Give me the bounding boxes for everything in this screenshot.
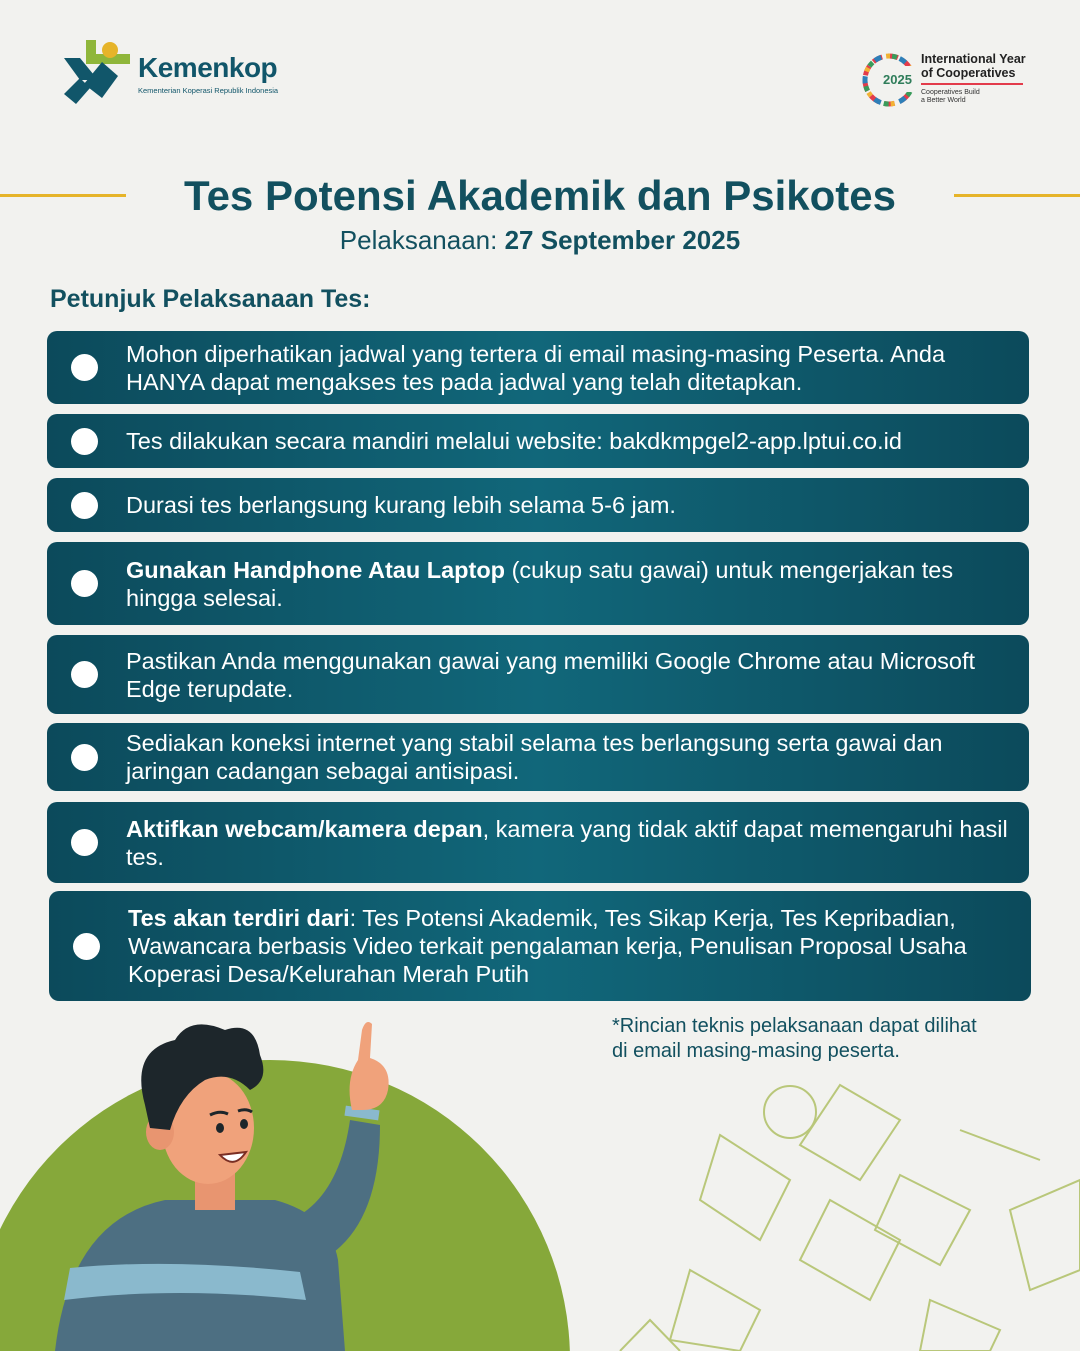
pattern-decoration — [620, 1085, 1080, 1351]
bullet-icon — [71, 492, 98, 519]
iyc-logo-icon — [855, 46, 917, 112]
instruction-item — [47, 478, 1029, 532]
iyc-year: 2025 — [883, 72, 912, 87]
instruction-text — [126, 815, 1009, 871]
iyc-badge — [855, 46, 1026, 112]
instruction-body: : Tes Potensi Akademik, Tes Sikap Kerja, Tes Kepribadian, Wawancara berbasis Video terkait pengalaman kerja, Penulisan Proposal Usaha Koperasi Desa/Kelurahan Merah Putih — [128, 905, 967, 987]
subtitle-date: 27 September 2025 — [504, 225, 741, 255]
instruction-body: , kamera yang tidak aktif dapat memengaruhi hasil tes. — [126, 815, 1008, 870]
kemenkop-logo-icon — [62, 38, 134, 108]
instruction-body: (cukup satu gawai) untuk mengerjakan tes hingga selesai. — [126, 556, 954, 611]
brand-name: Kemenkop — [138, 51, 278, 83]
page-title: Tes Potensi Akademik dan Psikotes — [184, 172, 896, 219]
instruction-item — [47, 723, 1029, 791]
subtitle-prefix: Pelaksanaan: — [339, 225, 505, 255]
instruction-body: Sediakan koneksi internet yang stabil selama tes berlangsung serta gawai dan jaringan cadangan sebagai antisipasi. — [126, 730, 943, 784]
instruction-item — [47, 414, 1029, 468]
bullet-icon — [71, 661, 98, 688]
bottom-illustration — [0, 1010, 1080, 1351]
instruction-bold: Tes akan terdiri dari — [128, 905, 350, 931]
instruction-text — [126, 340, 1009, 396]
iyc-line1: International Year — [921, 52, 1026, 66]
iyc-tagline1: Cooperatives Build — [921, 89, 980, 96]
instruction-body: Tes dilakukan secara mandiri melalui website: bakdkmpgel2-app.lptui.co.id — [126, 428, 902, 454]
brand-subtitle: Kementerian Koperasi Republik Indonesia — [138, 85, 279, 95]
bullet-icon — [71, 570, 98, 597]
instruction-item — [47, 802, 1029, 883]
iyc-tagline2: a Better World — [921, 97, 966, 104]
instruction-text — [126, 556, 1009, 612]
instruction-text — [126, 491, 676, 519]
bullet-icon — [71, 428, 98, 455]
instruction-item — [49, 891, 1031, 1001]
instruction-body: Durasi tes berlangsung kurang lebih selama 5-6 jam. — [126, 492, 676, 518]
instruction-body: Pastikan Anda menggunakan gawai yang memiliki Google Chrome atau Microsoft Edge terupdate. — [126, 647, 976, 702]
footnote-line1: *Rincian teknis pelaksanaan dapat dilihat — [612, 1015, 977, 1037]
kemenkop-logo — [62, 38, 278, 108]
bullet-icon — [71, 354, 98, 381]
instruction-bold: Gunakan Handphone Atau Laptop — [126, 556, 506, 583]
instructions-heading: Petunjuk Pelaksanaan Tes: — [50, 285, 371, 313]
bullet-icon — [71, 829, 98, 856]
instruction-text — [126, 647, 1009, 703]
iyc-line2: of Cooperatives — [921, 66, 1016, 80]
footnote-line2: di email masing-masing peserta. — [612, 1040, 900, 1062]
instruction-item — [47, 542, 1029, 625]
instruction-item — [47, 331, 1029, 404]
bullet-icon — [71, 744, 98, 771]
instruction-text — [126, 729, 1009, 785]
instruction-bold: Aktifkan webcam/kamera depan — [126, 815, 483, 842]
iyc-divider — [921, 83, 1023, 85]
bullet-icon — [73, 933, 100, 960]
instruction-text — [126, 427, 902, 455]
instruction-text — [128, 904, 1011, 988]
page-subtitle — [0, 225, 1080, 256]
instruction-body: Mohon diperhatikan jadwal yang tertera di email masing-masing Peserta. Anda HANYA dapat mengakses tes pada jadwal yang telah ditetapkan. — [126, 340, 946, 395]
instruction-item — [47, 635, 1029, 714]
